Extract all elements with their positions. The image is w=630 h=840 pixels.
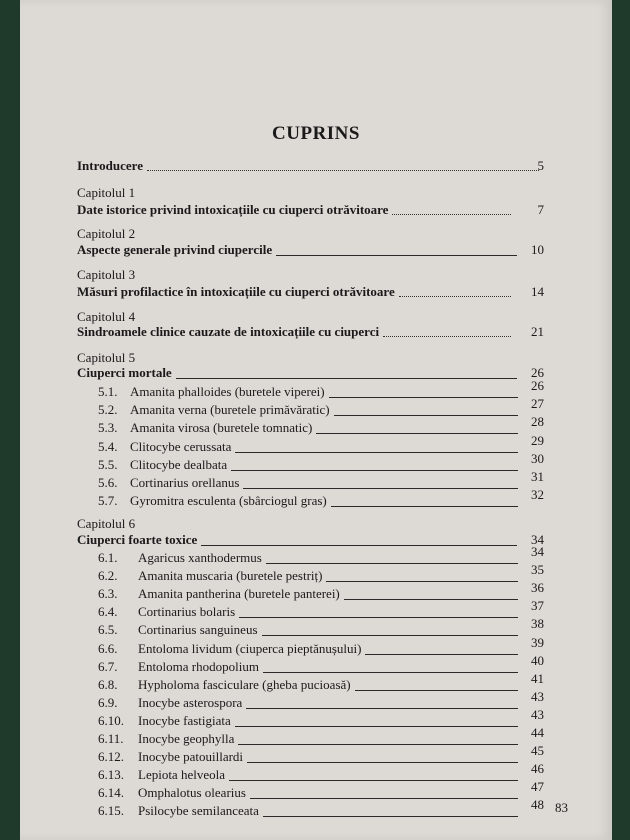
toc-page-number: 48: [531, 797, 544, 813]
underline-leader: [235, 451, 518, 453]
subentry-number: 5.1.: [98, 384, 118, 399]
subentry-title: Entoloma lividum (ciuperca pieptănușului): [138, 640, 362, 656]
subentry-number: 6.7.: [98, 658, 118, 674]
subentry-number: 5.2.: [98, 402, 118, 418]
subentry-number: 6.12.: [98, 749, 124, 765]
subentry-title: Cortinarius sanguineus: [138, 622, 258, 638]
toc-entry-introduction: [77, 158, 545, 174]
underline-leader: [331, 505, 518, 507]
underline-leader: [262, 634, 518, 636]
underline-leader: [239, 616, 518, 618]
toc-page-number: 45: [531, 743, 544, 759]
subentry-number: 5.6.: [98, 475, 118, 490]
subentry-number: 6.5.: [98, 622, 118, 638]
toc-subentry: [98, 402, 518, 418]
underline-leader: [201, 544, 517, 546]
subentry-number: 5.3.: [98, 420, 118, 436]
subentry-number: 5.5.: [98, 456, 118, 472]
chapter-title: Sindroamele clinice cauzate de intoxicațiile cu ciuperci: [77, 324, 380, 339]
toc-entry-label: Introducere: [77, 158, 143, 173]
underline-leader: [316, 432, 518, 434]
toc-page-number: 29: [531, 432, 544, 448]
subentry-number: 6.4.: [98, 604, 118, 620]
dot-leader: [147, 169, 539, 171]
toc-entry-chapter-5: [77, 365, 517, 381]
toc-subentry: [98, 493, 518, 509]
dot-leader: [383, 335, 511, 337]
page-title: CUPRINS: [272, 123, 360, 144]
underline-leader: [326, 580, 518, 582]
toc-page-number: 10: [531, 242, 544, 257]
toc-subentry: [98, 384, 518, 400]
toc-subentry: [98, 568, 518, 584]
toc-page-number: 36: [531, 580, 544, 596]
toc-entry-chapter-3: [77, 284, 517, 300]
subentry-number: 6.13.: [98, 767, 124, 783]
toc-page-number: 31: [531, 469, 544, 484]
chapter-title: Aspecte generale privind ciupercile: [77, 242, 273, 257]
toc-page-number: 32: [531, 487, 544, 503]
underline-leader: [365, 653, 518, 655]
toc-subentry: [98, 457, 518, 473]
subentry-title: Amanita virosa (buretele tomnatic): [130, 420, 313, 436]
toc-page-number: 40: [531, 652, 544, 668]
subentry-title: Agaricus xanthodermus: [138, 550, 262, 565]
toc-subentry: [98, 803, 518, 819]
toc-subentry: [98, 439, 518, 455]
toc-page-number: 34: [531, 532, 544, 547]
subentry-title: Entoloma rhodopolium: [138, 658, 259, 674]
toc-subentry: [98, 641, 518, 657]
toc-subentry: [98, 767, 518, 783]
subentry-number: 6.2.: [98, 568, 118, 584]
subentry-title: Clitocybe cerussata: [130, 438, 232, 454]
toc-entry-chapter-6: [77, 532, 517, 548]
subentry-title: Cortinarius bolaris: [138, 604, 236, 620]
underline-leader: [263, 815, 518, 817]
underline-leader: [235, 725, 518, 727]
toc-page-number: 35: [531, 562, 544, 578]
underline-leader: [344, 598, 518, 600]
book-page: [20, 0, 612, 840]
toc-page-number: 39: [531, 634, 544, 650]
chapter-title: Măsuri profilactice în intoxicațiile cu ciuperci otrăvitoare: [77, 284, 395, 299]
toc-subentry: [98, 659, 518, 675]
dot-leader: [399, 295, 511, 297]
underline-leader: [276, 254, 517, 256]
underline-leader: [329, 396, 518, 398]
toc-page-number: 43: [531, 706, 544, 722]
subentry-number: 5.7.: [98, 493, 118, 509]
subentry-title: Inocybe geophylla: [138, 731, 235, 746]
toc-subentry: [98, 749, 518, 765]
underline-leader: [229, 779, 518, 781]
chapter-title: Ciuperci mortale: [77, 365, 172, 380]
subentry-number: 6.6.: [98, 640, 118, 656]
chapter-heading: Capitolul 5: [77, 350, 136, 365]
subentry-title: Clitocybe dealbata: [130, 456, 228, 472]
toc-subentry: [98, 475, 518, 491]
chapter-title: Date istorice privind intoxicațiile cu ciuperci otrăvitoare: [77, 202, 389, 217]
chapter-heading: Capitolul 4: [77, 309, 136, 324]
toc-subentry: [98, 604, 518, 620]
toc-page-number: 7: [537, 202, 544, 217]
subentry-number: 6.1.: [98, 550, 118, 565]
underline-leader: [231, 469, 518, 471]
underline-leader: [246, 707, 518, 709]
subentry-title: Amanita muscaria (buretele pestriț): [138, 568, 323, 584]
toc-page-number: 46: [531, 761, 544, 777]
subentry-title: Hypholoma fasciculare (gheba pucioasă): [138, 676, 351, 692]
toc-page-number: 21: [531, 324, 544, 339]
subentry-number: 6.14.: [98, 785, 124, 801]
toc-subentry: [98, 550, 518, 566]
underline-leader: [263, 671, 518, 673]
toc-entry-chapter-1: [77, 202, 517, 218]
toc-page-number: 41: [531, 670, 544, 686]
toc-subentry: [98, 677, 518, 693]
underline-leader: [250, 797, 518, 799]
subentry-number: 5.4.: [98, 438, 118, 454]
subentry-number: 6.11.: [98, 731, 124, 746]
toc-page-number: 26: [531, 378, 544, 393]
toc-page-number: 37: [531, 598, 544, 614]
underline-leader: [334, 414, 518, 416]
toc-page-number: 47: [531, 779, 544, 795]
toc-page-number: 5: [537, 158, 544, 173]
toc-page-number: 38: [531, 616, 544, 632]
chapter-heading: Capitolul 6: [77, 516, 136, 531]
subentry-title: Gyromitra esculenta (sbârciogul gras): [130, 493, 327, 509]
subentry-number: 6.3.: [98, 586, 118, 602]
underline-leader: [355, 689, 518, 691]
subentry-number: 6.15.: [98, 803, 124, 819]
toc-page-number: 27: [531, 396, 544, 412]
subentry-title: Psilocybe semilanceata: [138, 803, 259, 819]
underline-leader: [238, 743, 518, 745]
toc-page-number: 43: [531, 688, 544, 704]
underline-leader: [266, 562, 518, 564]
toc-subentry: [98, 785, 518, 801]
toc-page-number: 30: [531, 450, 544, 466]
toc-page-number: 44: [531, 725, 544, 740]
subentry-title: Lepiota helveola: [138, 767, 225, 783]
toc-page-number: 28: [531, 414, 544, 430]
page-folio-number: 83: [555, 800, 568, 815]
toc-subentry: [98, 713, 518, 729]
chapter-heading: Capitolul 3: [77, 267, 136, 282]
subentry-number: 6.9.: [98, 694, 118, 710]
underline-leader: [243, 487, 518, 489]
subentry-title: Inocybe asterospora: [138, 694, 243, 710]
subentry-title: Inocybe fastigiata: [138, 712, 231, 728]
subentry-title: Amanita phalloides (buretele viperei): [130, 384, 325, 399]
chapter-heading: Capitolul 1: [77, 185, 136, 200]
subentry-number: 6.8.: [98, 676, 118, 692]
subentry-title: Cortinarius orellanus: [130, 475, 240, 490]
chapter-title: Ciuperci foarte toxice: [77, 532, 198, 547]
subentry-title: Inocybe patouillardi: [138, 749, 244, 765]
toc-entry-chapter-4: [77, 324, 517, 340]
subentry-title: Omphalotus olearius: [138, 785, 246, 801]
toc-page-number: 34: [531, 544, 544, 559]
dot-leader: [392, 213, 511, 215]
subentry-title: Amanita pantherina (buretele panterei): [138, 586, 340, 602]
underline-leader: [247, 761, 518, 763]
toc-entry-chapter-2: [77, 242, 517, 258]
toc-page-number: 26: [531, 365, 544, 380]
underline-leader: [176, 377, 517, 379]
toc-subentry: [98, 731, 518, 747]
chapter-heading: Capitolul 2: [77, 226, 136, 241]
toc-subentry: [98, 420, 518, 436]
subentry-title: Amanita verna (buretele primăvăratic): [130, 402, 330, 418]
toc-subentry: [98, 586, 518, 602]
toc-subentry: [98, 695, 518, 711]
toc-subentry: [98, 622, 518, 638]
toc-page-number: 14: [531, 284, 544, 299]
subentry-number: 6.10.: [98, 712, 124, 728]
